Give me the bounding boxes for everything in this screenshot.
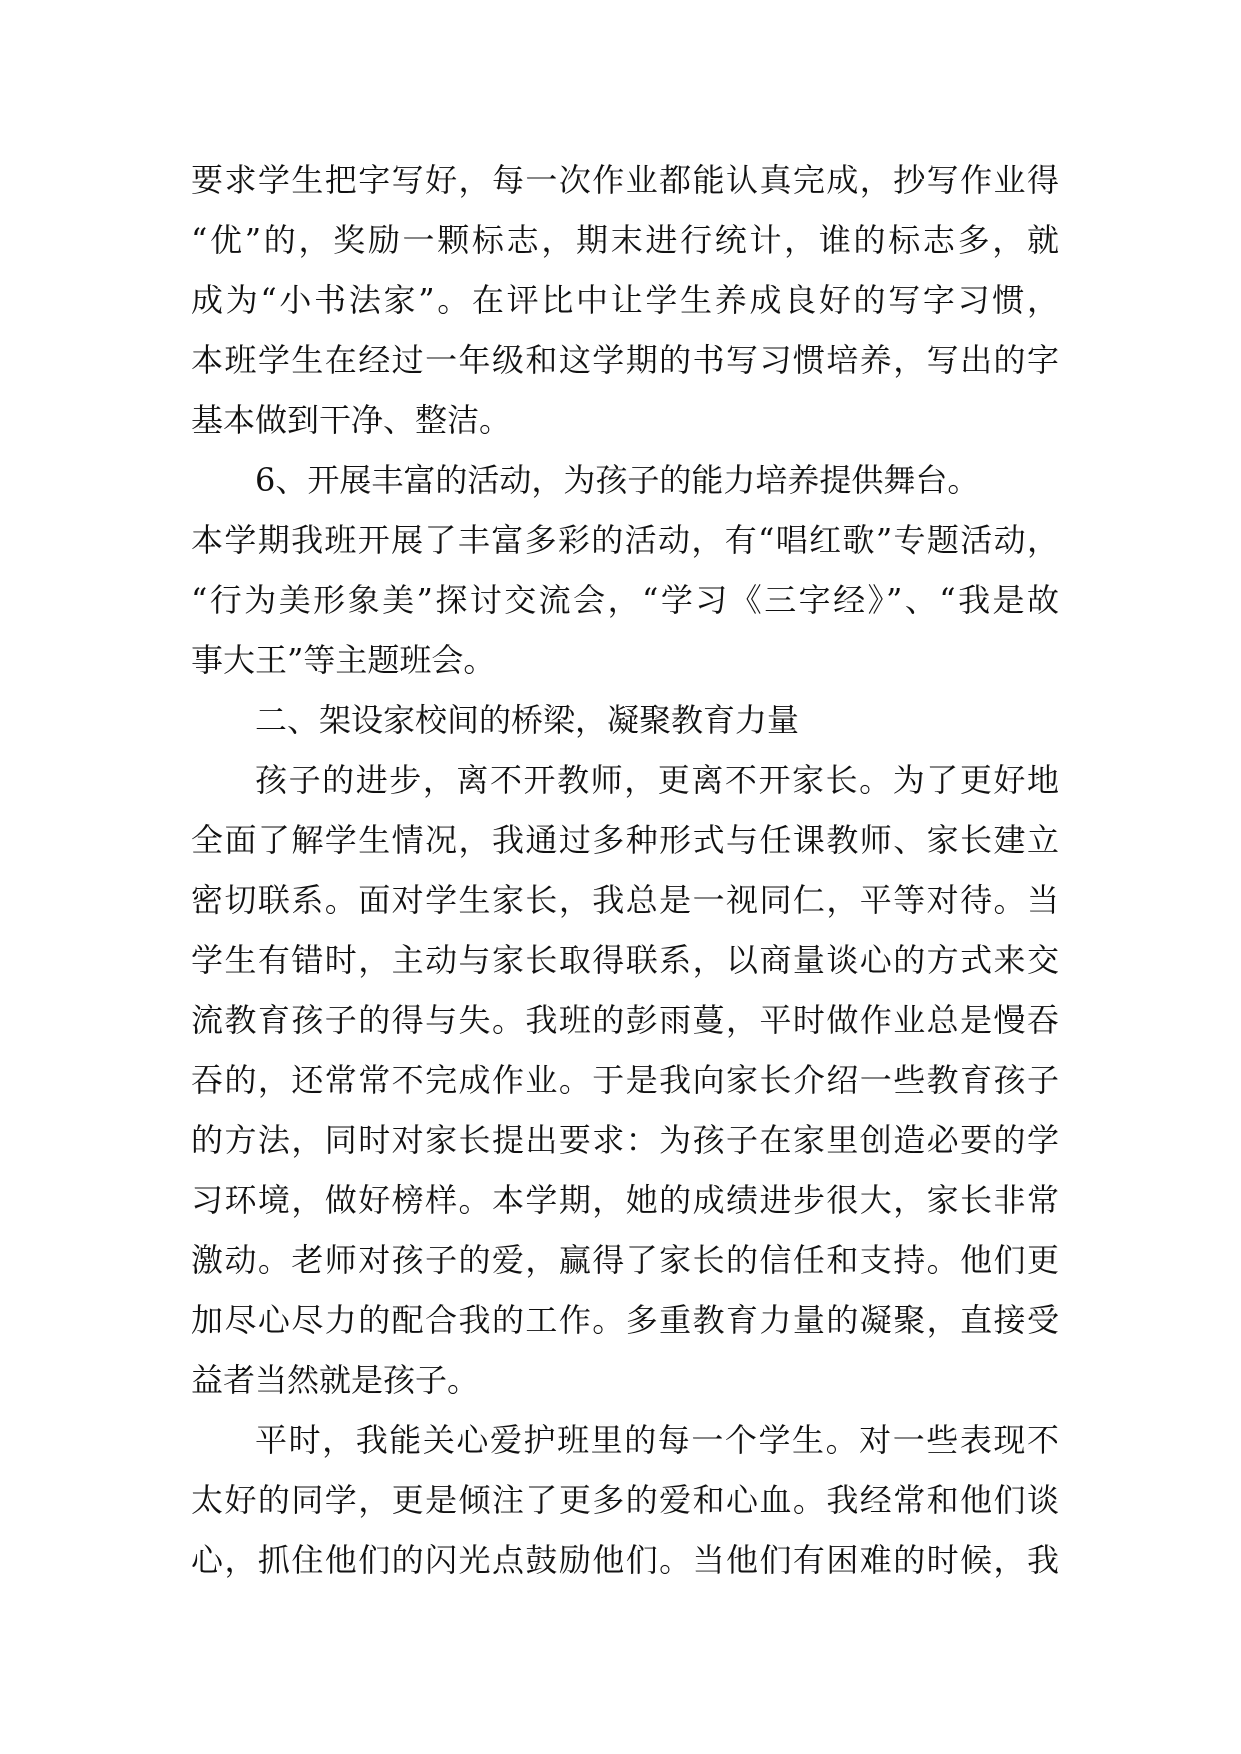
text-line: 益者当然就是孩子。 <box>191 1361 480 1399</box>
text-line: “优”的，奖励一颗标志，期末进行统计，谁的标志多，就 <box>191 221 1059 259</box>
body-text <box>191 150 1059 1590</box>
text-line: 平时，我能关心爱护班里的每一个学生。对一些表现不 <box>255 1421 1059 1459</box>
text-line: 太好的同学，更是倾注了更多的爱和心血。我经常和他们谈 <box>191 1481 1059 1519</box>
text-line: 吞的，还常常不完成作业。于是我向家长介绍一些教育孩子 <box>191 1061 1059 1099</box>
text-line: 事大王”等主题班会。 <box>191 641 496 679</box>
text-line: 基本做到干净、整洁。 <box>191 401 512 439</box>
text-line: 的方法，同时对家长提出要求：为孩子在家里创造必要的学 <box>191 1121 1059 1159</box>
text-line: 孩子的进步，离不开教师，更离不开家长。为了更好地 <box>255 761 1059 799</box>
text-line: 密切联系。面对学生家长，我总是一视同仁，平等对待。当 <box>191 881 1059 919</box>
text-line: 成为“小书法家”。在评比中让学生养成良好的写字习惯， <box>191 281 1059 319</box>
text-line: 流教育孩子的得与失。我班的彭雨蔓，平时做作业总是慢吞 <box>191 1001 1059 1039</box>
text-line: 心，抓住他们的闪光点鼓励他们。当他们有困难的时候，我 <box>191 1541 1059 1579</box>
text-line: 要求学生把字写好，每一次作业都能认真完成，抄写作业得 <box>191 161 1059 199</box>
text-line: 本班学生在经过一年级和这学期的书写习惯培养，写出的字 <box>191 341 1059 379</box>
text-line: 激动。老师对孩子的爱，赢得了家长的信任和支持。他们更 <box>191 1241 1059 1279</box>
section-heading: 6、开展丰富的活动，为孩子的能力培养提供舞台。 <box>255 461 980 499</box>
text-line: 加尽心尽力的配合我的工作。多重教育力量的凝聚，直接受 <box>191 1301 1059 1339</box>
section-heading: 二、架设家校间的桥梁，凝聚教育力量 <box>255 701 800 739</box>
text-line: 全面了解学生情况，我通过多种形式与任课教师、家长建立 <box>191 821 1059 859</box>
text-line: 习环境，做好榜样。本学期，她的成绩进步很大，家长非常 <box>191 1181 1059 1219</box>
text-line: 学生有错时，主动与家长取得联系，以商量谈心的方式来交 <box>191 941 1059 979</box>
text-line: “行为美形象美”探讨交流会，“学习《三字经》”、“我是故 <box>191 581 1059 619</box>
text-line: 本学期我班开展了丰富多彩的活动，有“唱红歌”专题活动， <box>191 521 1059 559</box>
